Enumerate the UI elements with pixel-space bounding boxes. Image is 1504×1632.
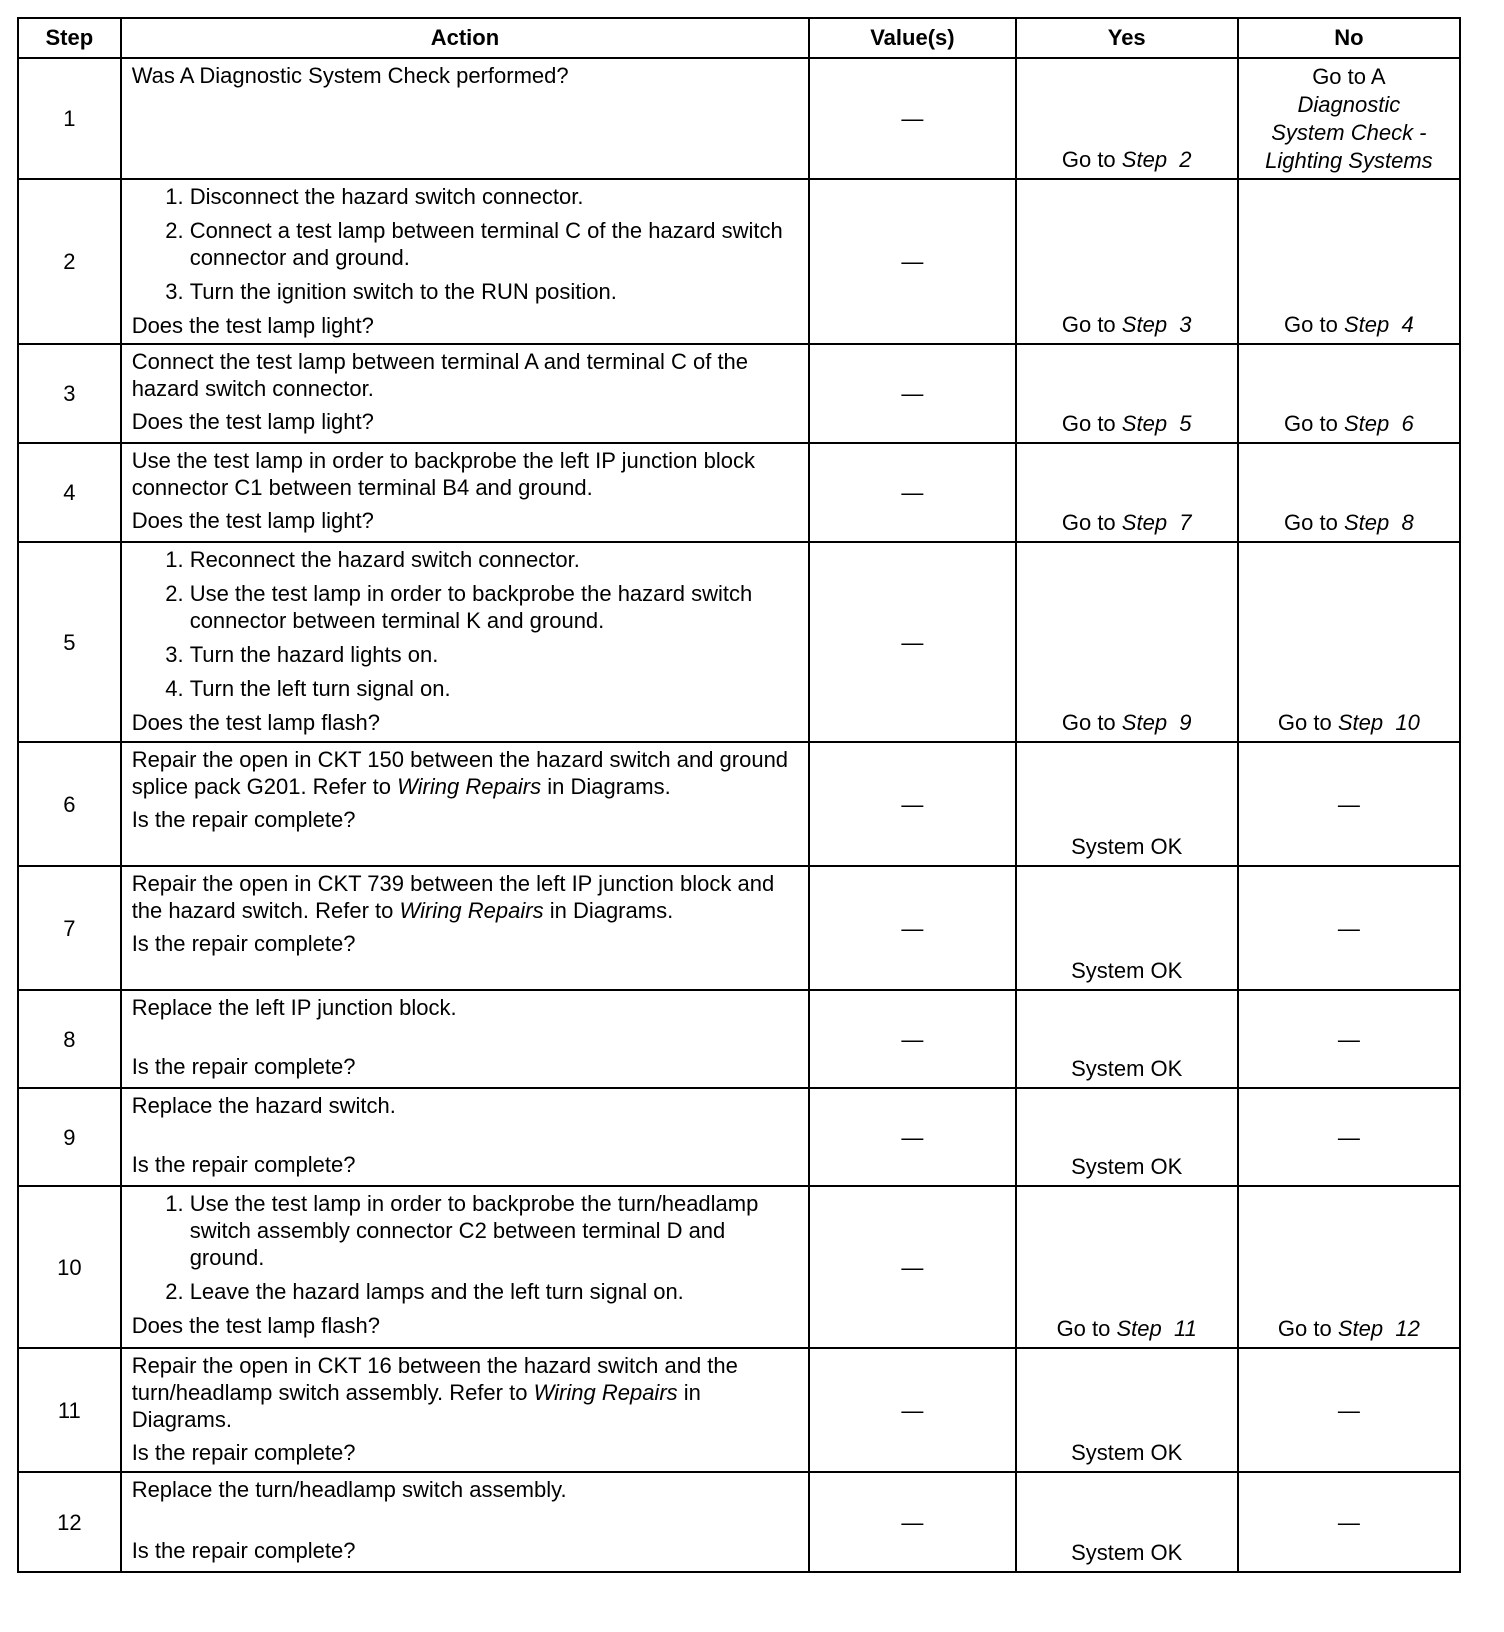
action-question: Is the repair complete? xyxy=(131,1054,356,1079)
step-link[interactable]: Step 8 xyxy=(1343,510,1414,535)
value-cell: — xyxy=(809,1186,1015,1348)
step-link[interactable]: Step 10 xyxy=(1337,710,1420,735)
step-link[interactable]: Step 2 xyxy=(1121,147,1192,172)
action-question: Was A Diagnostic System Check performed? xyxy=(131,63,569,88)
action-step-item: 4. Turn the left turn signal on. xyxy=(190,675,801,702)
table-row xyxy=(18,990,1460,1088)
step-number: 4 xyxy=(18,443,121,542)
step-number: 8 xyxy=(18,990,121,1088)
yes-cell: Go to Step 5 xyxy=(1016,344,1238,443)
step-number: 6 xyxy=(18,742,121,866)
action-description: Repair the open in CKT 739 between the left IP junction block and the hazard switch. Refer to Wiring Repairs in Diagrams. xyxy=(131,871,775,923)
action-description: Use the test lamp in order to backprobe the left IP junction block connector C1 between terminal B4 and ground. xyxy=(131,448,755,500)
value-cell: — xyxy=(809,344,1015,443)
action-description: Replace the turn/headlamp switch assembly. xyxy=(131,1477,567,1502)
action-description: Repair the open in CKT 150 between the hazard switch and ground splice pack G201. Refer to Wiring Repairs in Diagrams. xyxy=(131,747,789,799)
no-cell: — xyxy=(1238,1088,1460,1186)
action-step-item: 2. Connect a test lamp between terminal C of the hazard switch connector and ground. xyxy=(190,217,801,271)
action-cell xyxy=(121,1348,810,1472)
action-cell xyxy=(121,742,810,866)
action-question: Does the test lamp light? xyxy=(131,409,374,434)
action-cell xyxy=(121,542,810,742)
table-row xyxy=(18,179,1460,344)
goto-text: Go to xyxy=(1061,147,1116,172)
action-question: Does the test lamp flash? xyxy=(131,1313,380,1338)
action-step-item: 1. Use the test lamp in order to backprobe the turn/headlamp switch assembly connector C2 between terminal D and ground. xyxy=(190,1190,801,1271)
action-question: Does the test lamp light? xyxy=(131,508,374,533)
action-question: Is the repair complete? xyxy=(131,1440,356,1465)
action-question: Is the repair complete? xyxy=(131,931,356,956)
no-cell xyxy=(1238,58,1460,179)
no-cell: Go to Step 10 xyxy=(1238,542,1460,742)
action-question: Does the test lamp flash? xyxy=(131,710,380,735)
no-cell: — xyxy=(1238,742,1460,866)
action-description: Repair the open in CKT 16 between the hazard switch and the turn/headlamp switch assembly. Refer to Wiring Repairs in Diagrams. xyxy=(131,1353,738,1432)
wiring-repairs-link[interactable]: Wiring Repairs xyxy=(533,1380,678,1405)
wiring-repairs-link[interactable]: Wiring Repairs xyxy=(399,898,544,923)
yes-cell: Go to Step 3 xyxy=(1016,179,1238,344)
action-question: Is the repair complete? xyxy=(131,1538,356,1563)
action-steps xyxy=(132,1190,801,1305)
action-step-item: 1. Disconnect the hazard switch connector. xyxy=(190,183,801,210)
action-cell xyxy=(121,990,810,1088)
action-description: Connect the test lamp between terminal A and terminal C of the hazard switch connector. xyxy=(131,349,749,401)
no-cell: Go to Step 12 xyxy=(1238,1186,1460,1348)
no-cell: Go to Step 4 xyxy=(1238,179,1460,344)
action-cell xyxy=(121,866,810,990)
action-cell xyxy=(121,1088,810,1186)
action-question: Is the repair complete? xyxy=(131,1152,356,1177)
action-cell xyxy=(121,443,810,542)
value-cell: — xyxy=(809,1472,1015,1572)
header-yes: Yes xyxy=(1016,18,1238,58)
yes-cell xyxy=(1016,58,1238,179)
table-row xyxy=(18,1348,1460,1472)
diagnostic-table xyxy=(17,17,1461,1573)
value-cell: — xyxy=(809,1348,1015,1472)
no-cell: Go to Step 6 xyxy=(1238,344,1460,443)
step-link[interactable]: Step 3 xyxy=(1121,312,1192,337)
value-cell: — xyxy=(809,179,1015,344)
no-cell: — xyxy=(1238,866,1460,990)
table-row xyxy=(18,58,1460,179)
action-steps xyxy=(132,546,801,702)
action-question: Does the test lamp light? xyxy=(131,313,374,338)
action-description: Replace the hazard switch. xyxy=(131,1093,396,1118)
action-cell xyxy=(121,179,810,344)
value-cell: — xyxy=(809,542,1015,742)
header-step: Step xyxy=(18,18,121,58)
action-step-item: 3. Turn the hazard lights on. xyxy=(190,641,801,668)
table-row xyxy=(18,1186,1460,1348)
action-cell xyxy=(121,1472,810,1572)
value-cell: — xyxy=(809,990,1015,1088)
action-step-item: 3. Turn the ignition switch to the RUN position. xyxy=(190,278,801,305)
action-cell xyxy=(121,1186,810,1348)
value-cell: — xyxy=(809,443,1015,542)
yes-cell: System OK xyxy=(1016,1472,1238,1572)
step-number: 12 xyxy=(18,1472,121,1572)
yes-cell: Go to Step 11 xyxy=(1016,1186,1238,1348)
action-question: Is the repair complete? xyxy=(131,807,356,832)
step-number: 9 xyxy=(18,1088,121,1186)
wiring-repairs-link[interactable]: Wiring Repairs xyxy=(397,774,542,799)
no-cell: — xyxy=(1238,1348,1460,1472)
step-link[interactable]: Step 9 xyxy=(1121,710,1192,735)
yes-cell: Go to Step 7 xyxy=(1016,443,1238,542)
step-link[interactable]: Step 11 xyxy=(1116,1316,1197,1341)
step-number: 7 xyxy=(18,866,121,990)
yes-cell: Go to Step 9 xyxy=(1016,542,1238,742)
step-number: 5 xyxy=(18,542,121,742)
action-step-item: 2. Use the test lamp in order to backprobe the hazard switch connector between terminal K and ground. xyxy=(190,580,801,634)
step-link[interactable]: Step 5 xyxy=(1121,411,1192,436)
value-cell: — xyxy=(809,742,1015,866)
action-description: Replace the left IP junction block. xyxy=(131,995,457,1020)
step-number: 10 xyxy=(18,1186,121,1348)
yes-cell: System OK xyxy=(1016,742,1238,866)
action-cell xyxy=(121,344,810,443)
header-values: Value(s) xyxy=(809,18,1015,58)
action-steps xyxy=(132,183,801,305)
table-row xyxy=(18,1472,1460,1572)
yes-cell: System OK xyxy=(1016,866,1238,990)
diagnostic-system-check-link[interactable]: Go to A Diagnostic System Check - Lighting Systems xyxy=(1265,64,1433,173)
step-number: 2 xyxy=(18,179,121,344)
no-cell: — xyxy=(1238,990,1460,1088)
value-cell: — xyxy=(809,58,1015,179)
step-number: 3 xyxy=(18,344,121,443)
step-link[interactable]: Step 6 xyxy=(1343,411,1414,436)
no-cell: Go to Step 8 xyxy=(1238,443,1460,542)
step-number: 1 xyxy=(18,58,121,179)
step-link[interactable]: Step 4 xyxy=(1343,312,1414,337)
value-cell: — xyxy=(809,1088,1015,1186)
header-action: Action xyxy=(121,18,810,58)
yes-cell: System OK xyxy=(1016,990,1238,1088)
table-row xyxy=(18,1088,1460,1186)
header-no: No xyxy=(1238,18,1460,58)
action-cell xyxy=(121,58,810,179)
action-step-item: 2. Leave the hazard lamps and the left turn signal on. xyxy=(190,1278,801,1305)
step-number: 11 xyxy=(18,1348,121,1472)
table-row xyxy=(18,443,1460,542)
table-row xyxy=(18,866,1460,990)
yes-cell: System OK xyxy=(1016,1348,1238,1472)
no-cell: — xyxy=(1238,1472,1460,1572)
action-step-item: 1. Reconnect the hazard switch connector. xyxy=(190,546,801,573)
table-row xyxy=(18,742,1460,866)
header-row xyxy=(18,18,1460,58)
value-cell: — xyxy=(809,866,1015,990)
step-link[interactable]: Step 7 xyxy=(1121,510,1192,535)
yes-cell: System OK xyxy=(1016,1088,1238,1186)
table-row xyxy=(18,542,1460,742)
table-row xyxy=(18,344,1460,443)
step-link[interactable]: Step 12 xyxy=(1337,1316,1420,1341)
